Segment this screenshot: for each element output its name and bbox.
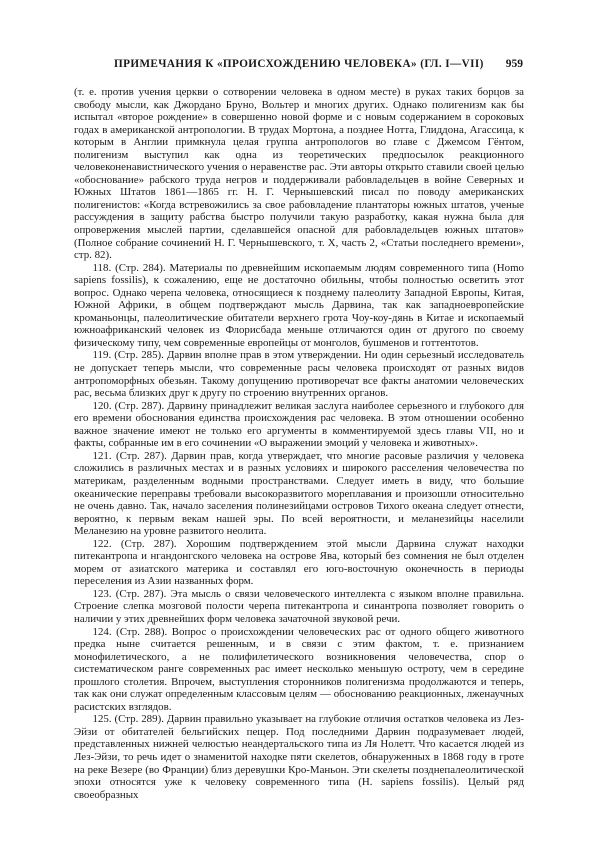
paragraph-continuation: (т. е. против учения церкви о сотворении человека в одном месте) в руках таких борцов за свободу мысли, как Джордано Бруно, Вольтер и многих других. Однако полигенизм как бы испытал «второе рождение» в совершенно новой форме и с новым содержанием в сороковых годах в американской антропологии. В трудах Мортона, а позднее Нотта, Глиддона, Агассица, к которым в Англии примкнула целая группа антропологов во главе с Джемсом Гёнтом, полигенизм выступил как одна из теоретических предпосылок реакционного человеконенавистнического учения о неравенстве рас. Эти авторы открыто ставили своей целью «обоснование» рабского труда негров и поддерживали рабовладельцев в войне Северных и Южных Штатов 1861—1865 гг. Н. Г. Чернышевский писал по поводу американских полигенистов: «Когда встревожились за свое рабовладение плантаторы южных штатов, ученые рассуждения в защиту рабства быстро получили такую разработку, какая нужна была для опровержения мыслей партии, сделавшейся опасной для рабовладельцев южных штатов» (Полное собрание сочинений Н. Г. Чернышевского, т. X, часть 2, «Статьи последнего времени», стр. 82). [74, 86, 524, 262]
running-title: ПРИМЕЧАНИЯ К «ПРОИСХОЖДЕНИЮ ЧЕЛОВЕКА» (ГЛ. I—VII) [114, 58, 484, 70]
running-head [74, 58, 523, 76]
note-123: 123. (Стр. 287). Эта мысль о связи человеческого интеллекта с языком вполне правильна. Строение слепка мозговой полости черепа питекантропа и синантропа позволяет говорить о наличии у этих древнейших форм человека зачаточной звуковой речи. [74, 587, 524, 625]
note-119: 119. (Стр. 285). Дарвин вполне прав в этом утверждении. Ни один серьезный исследователь не допускает теперь мысли, что современные расы человека происходят от разных видов антропоморфных обезьян. Такому допущению противоречат все факты анатомии человеческих рас, весьма близких друг к другу по строению внутренних органов. [74, 349, 524, 400]
note-118: 118. (Стр. 284). Материалы по древнейшим ископаемым людям современного типа (Homo sapiens fossilis), к сожалению, еще не достаточно обильны, чтобы полностью осветить этот вопрос. Однако черепа человека, относящиеся к позднему палеолиту Западной Европы, Китая, Южной Африки, в общем подтверждают мысль Дарвина, так как западноевропейские кроманьонцы, палеолитические обитатели верхнего грота Чоу-коу-дянь в Китае и ископаемый южноафриканский человек из Флорисбада меньше отличаются один от другого по своему физическому типу, чем современные европейцы от монголов, бушменов и готтентотов. [74, 261, 524, 349]
note-124: 124. (Стр. 288). Вопрос о происхождении человеческих рас от одного общего животного предка ныне считается решенным, и в связи с этим фактом, т. е. признанием монофилетического, а не полифилетического возникновения человечества, спор о систематическом ранге современных рас имеет несколько меньшую остроту, чем в середине прошлого столетия. Впрочем, выступления сторонников полигенизма продолжаются и теперь, так как они служат определенным классовым целям — обоснованию реакционных, лженаучных расистских взглядов. [74, 625, 524, 713]
body-text [74, 86, 524, 801]
note-125: 125. (Стр. 289). Дарвин правильно указывает на глубокие отличия остатков человека из Лез-Эйзи от обитателей бельгийских пещер. Под последними Дарвин подразумевает людей, представленных нижней челюстью неандертальского типа из Ля Нолетт. Что касается людей из Лез-Эйзи, то речь идет о знаменитой находке пяти скелетов, обнаруженных в 1868 году в гроте на реке Везере (во Франции) близ деревушки Кро-Маньон. Эти скелеты позднепалеолитической эпохи относятся уже к человеку современного типа (H. sapiens fossilis). Целый ряд своеобразных [74, 713, 524, 801]
note-120: 120. (Стр. 287). Дарвину принадлежит великая заслуга наиболее серьезного и глубокого для его времени обоснования единства происхождения рас человека. В этом отношении особенно важное значение имеют не только его аргументы в комментируемой здесь главы VII, но и факты, собранные им в его сочинении «О выражении эмоций у человека и животных». [74, 399, 524, 450]
note-121: 121. (Стр. 287). Дарвин прав, когда утверждает, что многие расовые различия у человека сложились в различных местах и в разных условиях и широкого расселения человечества по материкам, разделенным водными пространствами. Следует иметь в виду, что большие океанические переправы требовали высокоразвитого мореплавания и произошли относительно не очень давно. Так, начало заселения полинезийцами островов Тихого океана следует отнести, вероятно, к первым векам нашей эры. По всей вероятности, и меланезийцы населили Меланезию на уровне развитого неолита. [74, 449, 524, 538]
page-number: 959 [505, 58, 523, 70]
note-122: 122. (Стр. 287). Хорошим подтверждением этой мысли Дарвина служат находки питекантропа и нгандонгского человека на острове Ява, который без сомнения не был отделен морем от азиатского материка и составлял его юго-восточную оконечность в периоды переселения из Азии названных форм. [74, 537, 524, 588]
